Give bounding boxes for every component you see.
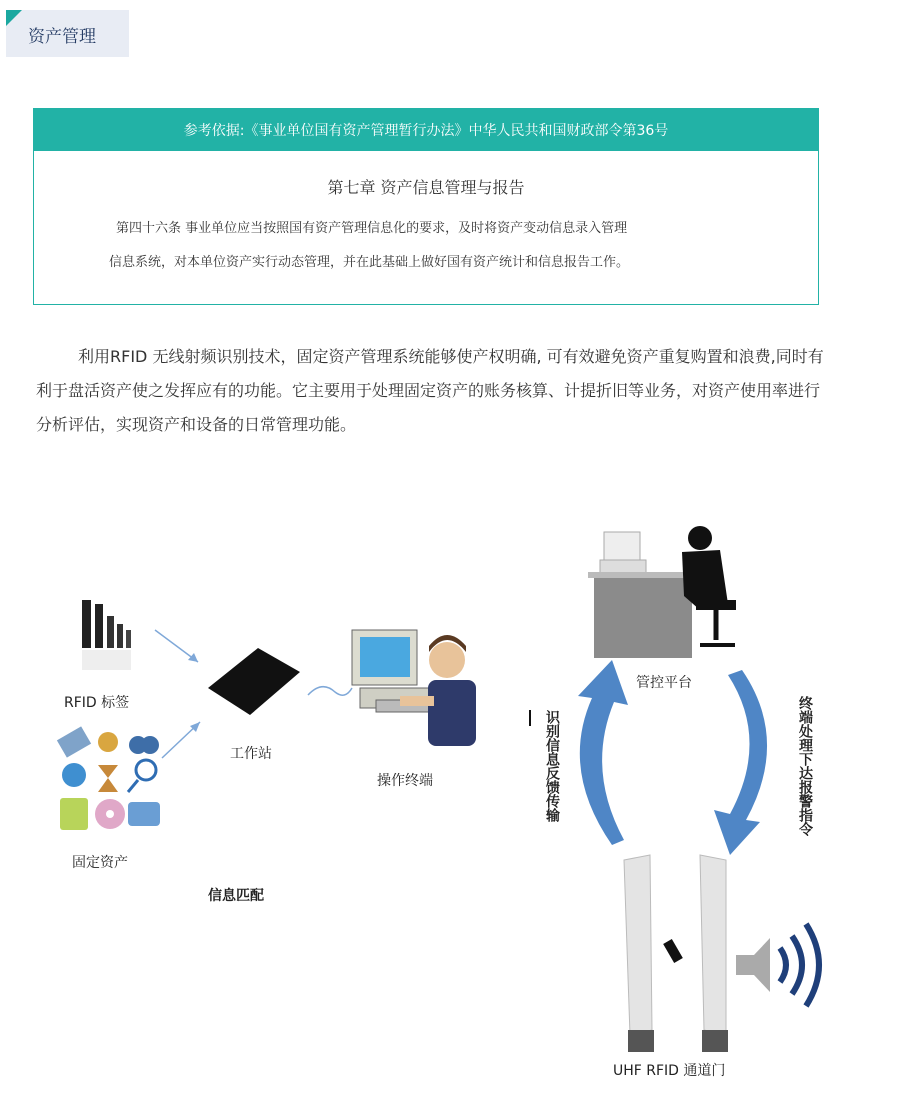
section-tab-label: 资产管理 xyxy=(28,27,96,47)
rfid-system-diagram xyxy=(0,500,900,1095)
intro-paragraph: 利用RFID 无线射频识别技术，固定资产管理系统能够使产权明确, 可有效避免资产重复购置和浪费,同时有利于盘活资产使之发挥应有的功能。它主要用于处理固定资产的账务核算、计提折旧等业务，对资产使用率进行分析评估，实现资产和设备的日常管理功能。 xyxy=(36,347,824,434)
feedback-label: 识别信息反馈传输 xyxy=(544,710,560,822)
gate-label: UHF RFID 通道门 xyxy=(613,1063,726,1079)
rfid-tag-icon xyxy=(82,600,131,670)
terminal-label: 操作终端 xyxy=(377,773,433,789)
fixed-asset-icons xyxy=(57,726,160,830)
operator-terminal-icon xyxy=(352,630,476,746)
reference-box xyxy=(33,108,819,305)
control-platform-label: 管控平台 xyxy=(636,675,692,691)
rfid-tag-label: RFID 标签 xyxy=(64,695,130,711)
fixed-asset-label: 固定资产 xyxy=(72,855,128,871)
reference-chapter: 第七章 资产信息管理与报告 xyxy=(327,178,525,197)
uhf-gate-icon xyxy=(624,855,728,1052)
section-tab[interactable] xyxy=(6,10,129,57)
workstation-icon xyxy=(208,648,300,715)
tab-corner-marker xyxy=(6,10,22,26)
workstation-label: 工作站 xyxy=(230,746,272,762)
reference-article-line1: 第四十六条 事业单位应当按照国有资产管理信息化的要求，及时将资产变动信息录入管理 xyxy=(116,221,628,236)
reference-article-line2: 信息系统，对本单位资产实行动态管理，并在此基础上做好国有资产统计和信息报告工作。 xyxy=(109,255,630,270)
control-platform-icon xyxy=(588,526,736,658)
alarm-speaker-icon xyxy=(736,924,819,1006)
info-match-label: 信息匹配 xyxy=(208,888,264,904)
reference-heading: 参考依据:《事业单位国有资产管理暂行办法》中华人民共和国财政部令第36号 xyxy=(34,109,818,151)
alarm-instruction-label: 终端处理下达报警指令 xyxy=(797,696,813,836)
